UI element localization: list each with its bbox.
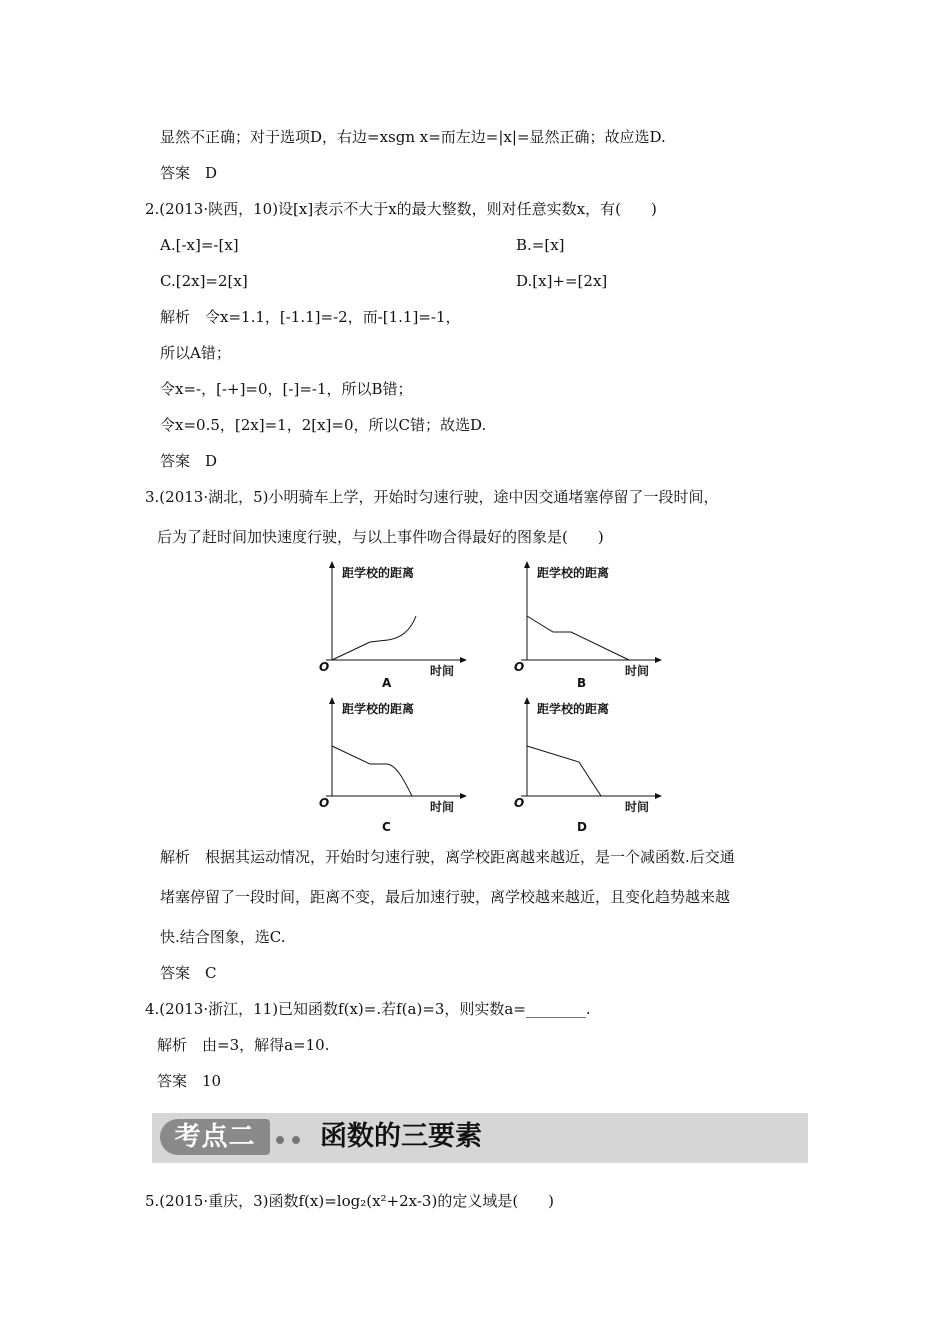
answer-line: 答案 10 — [157, 1072, 222, 1090]
solution-line: 解析 由=3，解得a=10. — [157, 1036, 330, 1054]
option-d: D.[x]+=[2x] — [516, 272, 608, 290]
graph-name: A — [382, 676, 392, 690]
x-axis-label: 时间 — [625, 664, 650, 678]
origin-label: O — [319, 660, 330, 674]
question-4: 4.(2013·浙江，11)已知函数f(x)=.若f(a)=3，则实数a=________. — [145, 1000, 591, 1018]
solution-line: 解析 令x=1.1，[-1.1]=-2，而-[1.1]=-1， — [160, 308, 461, 326]
y-axis-label: 距学校的距离 — [537, 702, 610, 716]
solution-line: 令x=0.5，[2x]=1，2[x]=0，所以C错；故选D. — [160, 416, 487, 434]
question-5: 5.(2015·重庆，3)函数f(x)=log₂(x²+2x-3)的定义域是( ) — [145, 1192, 555, 1210]
origin-label: O — [514, 796, 525, 810]
answer-line: 答案 D — [160, 164, 218, 182]
graph-d — [507, 696, 677, 834]
graph-name: C — [382, 820, 391, 834]
question-3: 3.(2013·湖北，5)小明骑车上学，开始时匀速行驶，途中因交通堵塞停留了一段时间， — [145, 488, 719, 506]
section-tag: 考点二 — [160, 1119, 270, 1155]
solution-line: 解析 根据其运动情况，开始时匀速行驶，离学校距离越来越近，是一个减函数.后交通 — [160, 848, 735, 866]
graph-a — [312, 560, 482, 690]
graph-name: D — [577, 820, 587, 834]
question-2: 2.(2013·陕西，10)设[x]表示不大于x的最大整数，则对任意实数x，有( ) — [145, 200, 657, 218]
text-line: 显然不正确；对于选项D，右边=xsgn x=而左边=|x|=显然正确；故应选D. — [160, 128, 666, 146]
option-b: B.=[x] — [516, 236, 565, 254]
graph-b — [507, 560, 677, 690]
origin-label: O — [319, 796, 330, 810]
answer-line: 答案 C — [160, 964, 217, 982]
option-c: C.[2x]=2[x] — [160, 272, 248, 290]
question-3-cont: 后为了赶时间加快速度行驶，与以上事件吻合得最好的图象是( ) — [157, 528, 604, 546]
graph-c — [312, 696, 482, 834]
answer-line: 答案 D — [160, 452, 218, 470]
option-a: A.[-x]=-[x] — [160, 236, 239, 254]
solution-line: 令x=-，[-+]=0，[-]=-1，所以B错； — [160, 380, 413, 398]
section-title: 函数的三要素 — [320, 1121, 482, 1152]
solution-line: 所以A错； — [160, 344, 231, 362]
solution-line: 快.结合图象，选C. — [160, 928, 286, 946]
x-axis-label: 时间 — [625, 800, 650, 814]
y-axis-label: 距学校的距离 — [342, 566, 415, 580]
y-axis-label: 距学校的距离 — [537, 566, 610, 580]
x-axis-label: 时间 — [430, 664, 455, 678]
origin-label: O — [514, 660, 525, 674]
dots-icon — [272, 1133, 312, 1147]
x-axis-label: 时间 — [430, 800, 455, 814]
section-banner — [152, 1113, 808, 1163]
graph-name: B — [577, 676, 587, 690]
y-axis-label: 距学校的距离 — [342, 702, 415, 716]
solution-line: 堵塞停留了一段时间，距离不变，最后加速行驶，离学校越来越近，且变化趋势越来越 — [160, 888, 731, 906]
